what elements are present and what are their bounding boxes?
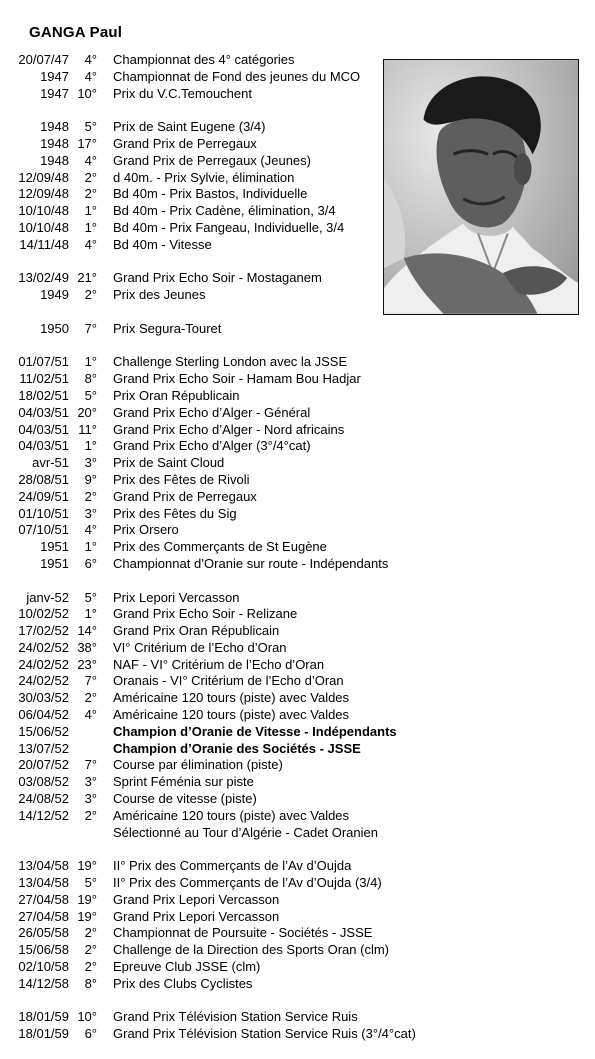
result-row	[0, 52, 595, 69]
result-event: Prix Orsero	[113, 522, 179, 538]
result-place: 1°	[84, 354, 97, 370]
result-place: 5°	[84, 387, 97, 403]
result-place: 2°	[84, 287, 97, 303]
result-date: 04/03/51	[18, 421, 69, 437]
result-row	[0, 1026, 595, 1043]
result-place: 23°	[77, 656, 97, 672]
result-event: Prix des Clubs Cyclistes	[113, 975, 253, 991]
result-date: 24/02/52	[18, 639, 69, 655]
result-date: 10/10/48	[18, 219, 69, 235]
result-date: 15/06/52	[18, 723, 69, 739]
result-row	[0, 590, 595, 607]
result-row	[0, 472, 595, 489]
result-row	[0, 757, 595, 774]
result-event: Championnat d’Oranie sur route - Indépendants	[113, 555, 389, 571]
result-row	[0, 489, 595, 506]
result-event: Oranais - VI° Critérium de l’Echo d’Oran	[113, 673, 344, 689]
result-row	[0, 724, 595, 741]
result-place: 4°	[84, 52, 97, 67]
result-place: 8°	[84, 371, 97, 387]
result-place: 2°	[84, 690, 97, 706]
result-event: Prix de Saint Cloud	[113, 455, 225, 471]
result-place: 2°	[84, 169, 97, 185]
result-row	[0, 623, 595, 640]
result-date: 13/04/58	[18, 858, 69, 874]
result-place: 1°	[84, 606, 97, 622]
result-date: 13/07/52	[18, 740, 69, 756]
result-row	[0, 69, 595, 86]
result-date: 24/09/51	[18, 488, 69, 504]
result-date: 10/02/52	[18, 606, 69, 622]
result-event: Grand Prix Télévision Station Service Ruis (3°/4°cat)	[113, 1026, 416, 1042]
result-row	[0, 506, 595, 523]
result-date: 20/07/47	[18, 52, 69, 67]
result-place: 4°	[84, 522, 97, 538]
result-date: 30/03/52	[18, 690, 69, 706]
result-place: 7°	[84, 757, 97, 773]
result-event: Grand Prix de Perregaux	[113, 488, 257, 504]
result-row	[0, 774, 595, 791]
page-title: GANGA Paul	[29, 24, 123, 41]
result-place: 4°	[84, 68, 97, 84]
result-date: 01/07/51	[18, 354, 69, 370]
result-place: 3°	[84, 774, 97, 790]
result-date: 1947	[40, 68, 69, 84]
result-place: 19°	[77, 858, 97, 874]
section-spacer	[0, 573, 595, 590]
result-event: Grand Prix Echo Soir - Mostaganem	[113, 270, 322, 286]
result-date: 07/10/51	[18, 522, 69, 538]
result-place: 6°	[84, 1026, 97, 1042]
result-date: janv-52	[26, 589, 69, 605]
result-date: 13/02/49	[18, 270, 69, 286]
result-date: 04/03/51	[18, 404, 69, 420]
result-place: 2°	[84, 942, 97, 958]
result-event: Prix Segura-Touret	[113, 320, 222, 336]
result-date: 06/04/52	[18, 707, 69, 723]
result-event: Grand Prix Echo d’Alger (3°/4°cat)	[113, 438, 311, 454]
result-row	[0, 707, 595, 724]
result-date: 18/01/59	[18, 1026, 69, 1042]
result-place: 2°	[84, 488, 97, 504]
result-row	[0, 237, 595, 254]
result-date: 27/04/58	[18, 908, 69, 924]
result-row	[0, 892, 595, 909]
result-row	[0, 203, 595, 220]
result-place: 21°	[77, 270, 97, 286]
result-event: Epreuve Club JSSE (clm)	[113, 959, 261, 975]
result-place: 1°	[84, 438, 97, 454]
result-event: Champion d’Oranie de Vitesse - Indépendants	[113, 723, 397, 739]
result-place: 11°	[78, 421, 97, 437]
result-event: Américaine 120 tours (piste) avec Valdes	[113, 707, 350, 723]
result-date: 04/03/51	[18, 438, 69, 454]
result-place: 3°	[84, 455, 97, 471]
result-event: Course par élimination (piste)	[113, 757, 283, 773]
result-date: 1951	[40, 555, 69, 571]
result-row	[0, 741, 595, 758]
section-spacer	[0, 841, 595, 858]
result-event: Sprint Féménia sur piste	[113, 774, 254, 790]
result-date: 11/02/51	[19, 371, 69, 387]
result-row	[0, 455, 595, 472]
result-date: 18/02/51	[18, 387, 69, 403]
result-date: 1951	[40, 539, 69, 555]
result-row	[0, 909, 595, 926]
result-date: 1948	[40, 135, 69, 151]
result-place: 5°	[84, 589, 97, 605]
result-event: VI° Critérium de l’Echo d’Oran	[113, 639, 287, 655]
result-row	[0, 976, 595, 993]
result-row	[0, 825, 595, 842]
result-date: 24/02/52	[18, 673, 69, 689]
result-date: 14/11/48	[19, 236, 69, 252]
result-date: 01/10/51	[18, 505, 69, 521]
result-place: 2°	[84, 807, 97, 823]
result-place: 7°	[84, 320, 97, 336]
result-row	[0, 959, 595, 976]
result-event: Course de vitesse (piste)	[113, 791, 257, 807]
result-row	[0, 606, 595, 623]
result-event: Championnat de Poursuite - Sociétés - JSSE	[113, 925, 373, 941]
result-event: II° Prix des Commerçants de l’Av d’Oujda	[113, 858, 352, 874]
result-event: Grand Prix Oran Républicain	[113, 623, 280, 639]
result-date: 17/02/52	[18, 623, 69, 639]
result-event: Championnat des 4° catégories	[113, 52, 295, 67]
result-event: Challenge Sterling London avec la JSSE	[113, 354, 348, 370]
result-place: 1°	[84, 203, 97, 219]
result-place: 14°	[77, 623, 97, 639]
result-event: Prix de Saint Eugene (3/4)	[113, 119, 266, 135]
result-date: 12/09/48	[18, 169, 69, 185]
result-place: 4°	[84, 236, 97, 252]
result-event: Challenge de la Direction des Sports Oran (clm)	[113, 942, 390, 958]
result-row	[0, 791, 595, 808]
result-event: Américaine 120 tours (piste) avec Valdes	[113, 690, 350, 706]
result-place: 1°	[84, 219, 97, 235]
result-event: Bd 40m - Vitesse	[113, 236, 212, 252]
result-row	[0, 119, 595, 136]
result-event: Grand Prix Echo d’Alger - Nord africains	[113, 421, 345, 437]
result-place: 6°	[84, 555, 97, 571]
result-date: 13/04/58	[18, 875, 69, 891]
result-date: 14/12/58	[18, 975, 69, 991]
result-date: 1948	[40, 119, 69, 135]
result-place: 4°	[84, 707, 97, 723]
result-row	[0, 354, 595, 371]
result-event: Prix du V.C.Temouchent	[113, 85, 252, 101]
result-event: Sélectionné au Tour d’Algérie - Cadet Oranien	[113, 824, 378, 840]
result-event: Prix Lepori Vercasson	[113, 589, 240, 605]
result-place: 10°	[77, 1009, 97, 1025]
result-event: d 40m. - Prix Sylvie, élimination	[113, 169, 295, 185]
result-event: Grand Prix de Perregaux	[113, 135, 257, 151]
result-place: 20°	[77, 404, 97, 420]
result-date: 24/02/52	[18, 656, 69, 672]
result-place: 4°	[84, 152, 97, 168]
result-event: Championnat de Fond des jeunes du MCO	[113, 68, 361, 84]
result-event: Grand Prix de Perregaux (Jeunes)	[113, 152, 311, 168]
result-event: Grand Prix Echo d’Alger - Général	[113, 404, 311, 420]
result-event: Prix Oran Républicain	[113, 387, 240, 403]
result-date: 27/04/58	[18, 891, 69, 907]
result-row	[0, 1009, 595, 1026]
result-row	[0, 925, 595, 942]
result-row	[0, 405, 595, 422]
section-spacer	[0, 102, 595, 119]
result-event: Grand Prix Echo Soir - Relizane	[113, 606, 298, 622]
result-row	[0, 371, 595, 388]
result-place: 3°	[84, 505, 97, 521]
section-spacer	[0, 254, 595, 271]
result-row	[0, 170, 595, 187]
result-event: Grand Prix Télévision Station Service Ruis	[113, 1009, 358, 1025]
result-date: 20/07/52	[18, 757, 69, 773]
result-place: 38°	[77, 639, 97, 655]
result-event: Grand Prix Echo Soir - Hamam Bou Hadjar	[113, 371, 361, 387]
result-row	[0, 539, 595, 556]
result-event: NAF - VI° Critérium de l’Echo d’Oran	[113, 656, 325, 672]
section-spacer	[0, 338, 595, 355]
result-event: Grand Prix Lepori Vercasson	[113, 908, 280, 924]
result-row	[0, 388, 595, 405]
result-place: 19°	[77, 891, 97, 907]
result-row	[0, 422, 595, 439]
result-row	[0, 186, 595, 203]
result-row	[0, 808, 595, 825]
result-place: 9°	[84, 471, 97, 487]
result-place: 19°	[77, 908, 97, 924]
result-row	[0, 270, 595, 287]
result-row	[0, 153, 595, 170]
result-place: 5°	[84, 119, 97, 135]
results-list	[0, 52, 595, 1043]
section-spacer	[0, 304, 595, 321]
result-event: Champion d’Oranie des Sociétés - JSSE	[113, 740, 361, 756]
result-place: 7°	[84, 673, 97, 689]
result-date: 15/06/58	[18, 942, 69, 958]
result-date: 1949	[40, 287, 69, 303]
result-event: Américaine 120 tours (piste) avec Valdes	[113, 807, 350, 823]
result-row	[0, 640, 595, 657]
result-event: Prix des Jeunes	[113, 287, 206, 303]
result-date: avr-51	[32, 455, 69, 471]
result-place: 17°	[77, 135, 97, 151]
result-date: 03/08/52	[18, 774, 69, 790]
result-place: 2°	[84, 959, 97, 975]
result-row	[0, 673, 595, 690]
result-row	[0, 690, 595, 707]
result-row	[0, 942, 595, 959]
result-date: 10/10/48	[18, 203, 69, 219]
result-date: 1948	[40, 152, 69, 168]
result-row	[0, 858, 595, 875]
result-event: II° Prix des Commerçants de l’Av d’Oujda (3/4)	[113, 875, 382, 891]
result-place: 8°	[84, 975, 97, 991]
result-row	[0, 657, 595, 674]
result-row	[0, 321, 595, 338]
result-row	[0, 438, 595, 455]
result-date: 12/09/48	[18, 186, 69, 202]
result-date: 18/01/59	[18, 1009, 69, 1025]
result-row	[0, 875, 595, 892]
result-event: Bd 40m - Prix Bastos, Individuelle	[113, 186, 308, 202]
result-event: Prix des Commerçants de St Eugène	[113, 539, 327, 555]
result-event: Prix des Fêtes de Rivoli	[113, 471, 250, 487]
result-row	[0, 556, 595, 573]
result-event: Bd 40m - Prix Fangeau, Individuelle, 3/4	[113, 219, 345, 235]
result-event: Bd 40m - Prix Cadène, élimination, 3/4	[113, 203, 336, 219]
result-event: Grand Prix Lepori Vercasson	[113, 891, 280, 907]
result-date: 02/10/58	[18, 959, 69, 975]
result-date: 28/08/51	[18, 471, 69, 487]
result-row	[0, 136, 595, 153]
result-place: 2°	[84, 925, 97, 941]
result-date: 24/08/52	[18, 791, 69, 807]
result-place: 10°	[77, 85, 97, 101]
result-place: 3°	[84, 791, 97, 807]
result-row	[0, 522, 595, 539]
result-place: 5°	[84, 875, 97, 891]
result-place: 1°	[84, 539, 97, 555]
result-row	[0, 86, 595, 103]
result-date: 1950	[40, 320, 69, 336]
result-place: 2°	[84, 186, 97, 202]
result-date: 26/05/58	[18, 925, 69, 941]
section-spacer	[0, 993, 595, 1010]
result-row	[0, 287, 595, 304]
result-event: Prix des Fêtes du Sig	[113, 505, 237, 521]
result-date: 14/12/52	[18, 807, 69, 823]
result-date: 1947	[40, 85, 69, 101]
result-row	[0, 220, 595, 237]
